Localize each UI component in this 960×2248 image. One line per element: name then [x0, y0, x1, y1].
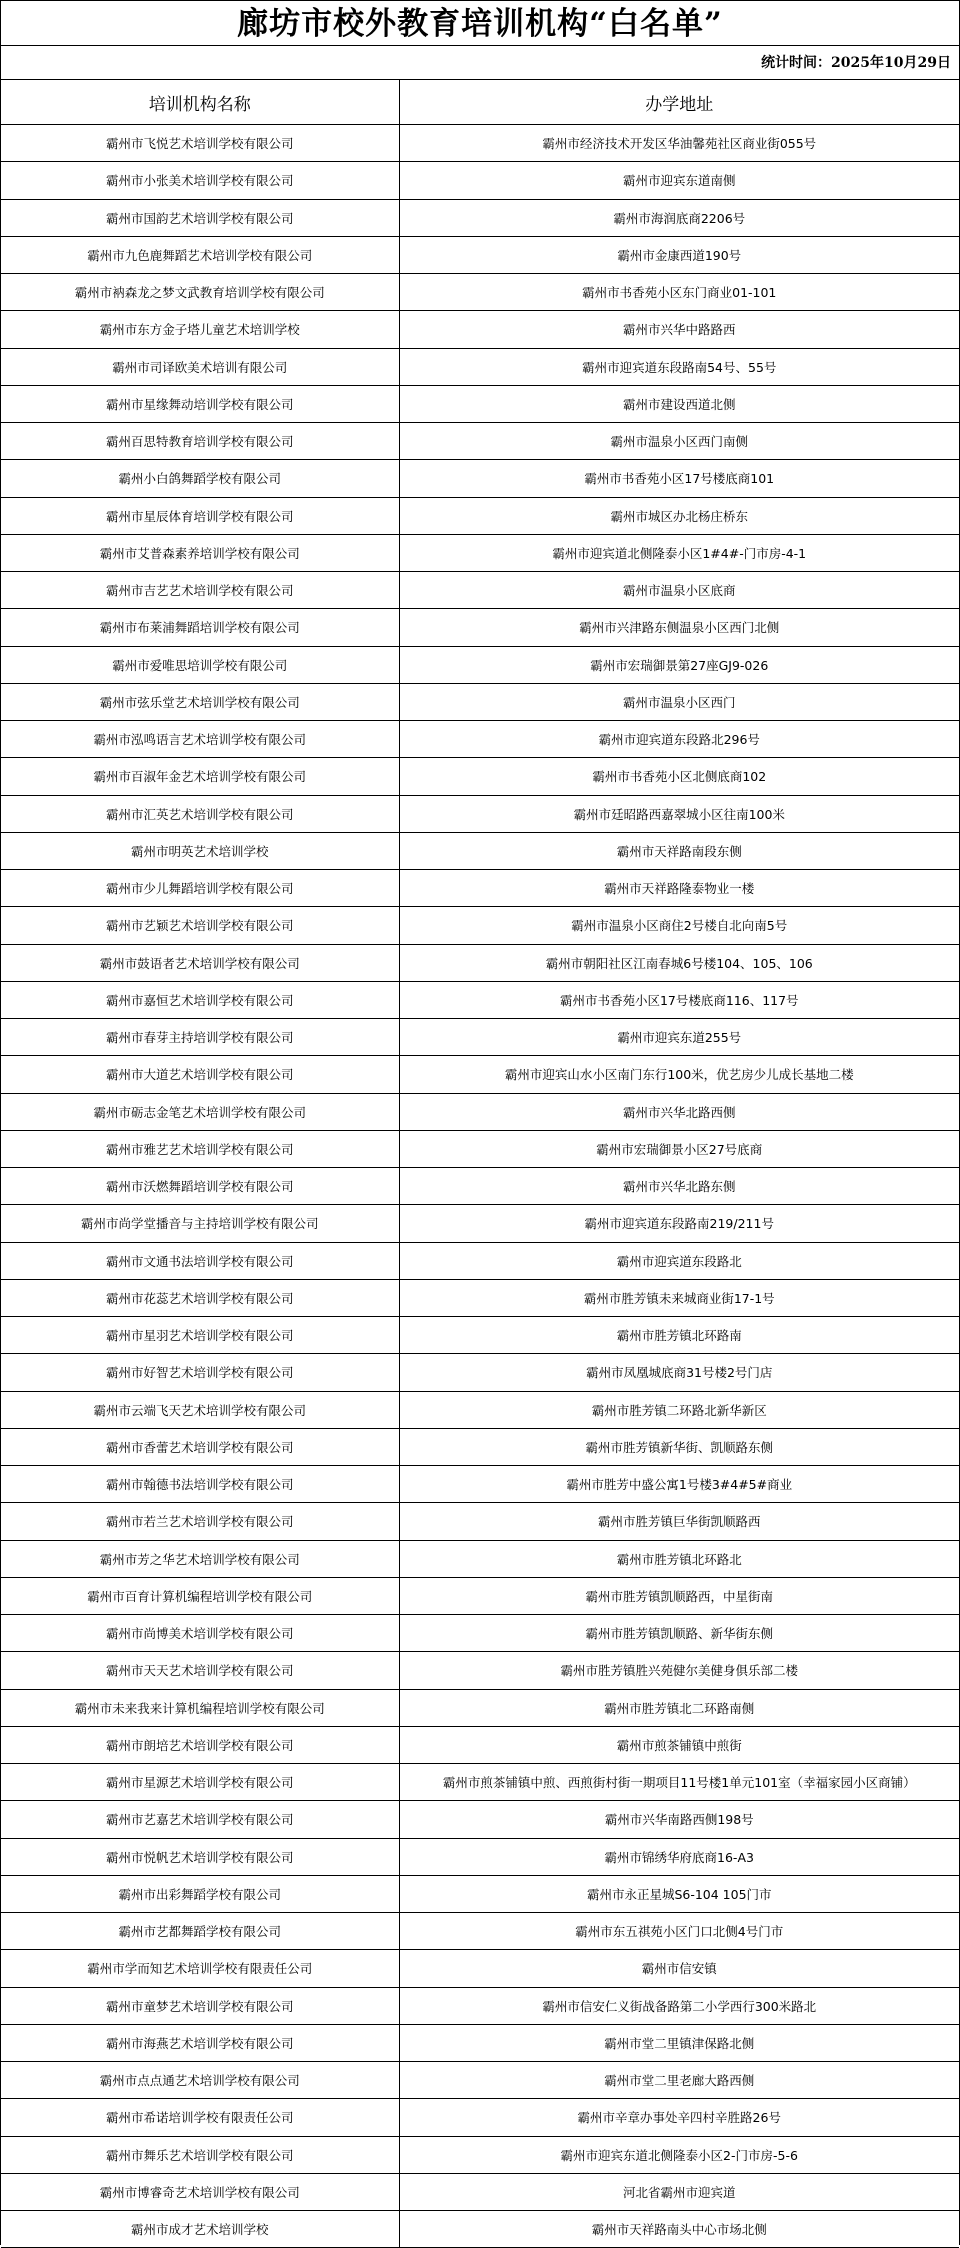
table-row	[1, 236, 959, 273]
table-header-row	[1, 80, 959, 125]
institution-name-cell: 霸州市悦帆艺术培训学校有限公司	[1, 1838, 399, 1875]
institution-name-cell: 霸州市若兰艺术培训学校有限公司	[1, 1503, 399, 1540]
address-cell: 霸州市天祥路南头中心市场北侧	[399, 2211, 959, 2248]
table-row	[1, 1019, 959, 1056]
table-row	[1, 646, 959, 683]
table-row	[1, 1056, 959, 1093]
address-cell: 河北省霸州市迎宾道	[399, 2173, 959, 2210]
table-row	[1, 497, 959, 534]
column-header-address: 办学地址	[399, 80, 959, 125]
institution-name-cell: 霸州市雅艺艺术培训学校有限公司	[1, 1130, 399, 1167]
table-row	[1, 1875, 959, 1912]
institution-name-cell: 霸州市希诺培训学校有限责任公司	[1, 2099, 399, 2136]
table-row	[1, 1428, 959, 1465]
table-row	[1, 385, 959, 422]
address-cell: 霸州市煎茶铺镇中煎街	[399, 1726, 959, 1763]
table-row	[1, 870, 959, 907]
institution-name-cell: 霸州市鼓语者艺术培训学校有限公司	[1, 944, 399, 981]
table-row	[1, 1130, 959, 1167]
table-row	[1, 683, 959, 720]
address-cell: 霸州市凤凰城底商31号楼2号门店	[399, 1354, 959, 1391]
address-cell: 霸州市兴华北路东侧	[399, 1168, 959, 1205]
institution-name-cell: 霸州市百淑年金艺术培训学校有限公司	[1, 758, 399, 795]
institution-name-cell: 霸州市东方金子塔儿童艺术培训学校	[1, 311, 399, 348]
address-cell: 霸州市迎宾道东段路北296号	[399, 721, 959, 758]
table-row	[1, 1577, 959, 1614]
address-cell: 霸州市迎宾东道北侧隆泰小区2-门市房-5-6	[399, 2136, 959, 2173]
institution-name-cell: 霸州市舞乐艺术培训学校有限公司	[1, 2136, 399, 2173]
table-row	[1, 460, 959, 497]
table-row	[1, 162, 959, 199]
table-row	[1, 1689, 959, 1726]
column-header-name: 培训机构名称	[1, 80, 399, 125]
address-cell: 霸州市天祥路隆泰物业一楼	[399, 870, 959, 907]
address-cell: 霸州市信安镇	[399, 1950, 959, 1987]
address-cell: 霸州市胜芳镇北环路南	[399, 1317, 959, 1354]
address-cell: 霸州市温泉小区西门	[399, 683, 959, 720]
address-cell: 霸州市经济技术开发区华油馨苑社区商业街055号	[399, 125, 959, 162]
address-cell: 霸州市煎茶铺镇中煎、西煎街村街一期项目11号楼1单元101室（幸福家园小区商铺）	[399, 1764, 959, 1801]
institution-name-cell: 霸州市成才艺术培训学校	[1, 2211, 399, 2248]
address-cell: 霸州市胜芳镇巨华街凯顺路西	[399, 1503, 959, 1540]
address-cell: 霸州市宏瑞御景第27座GJ9-026	[399, 646, 959, 683]
address-cell: 霸州市宏瑞御景小区27号底商	[399, 1130, 959, 1167]
address-cell: 霸州市胜芳镇二环路北新华新区	[399, 1391, 959, 1428]
institution-name-cell: 霸州市芳之华艺术培训学校有限公司	[1, 1540, 399, 1577]
table-row	[1, 1801, 959, 1838]
institution-name-cell: 霸州市嘉恒艺术培训学校有限公司	[1, 981, 399, 1018]
institution-name-cell: 霸州百思特教育培训学校有限公司	[1, 423, 399, 460]
institution-name-cell: 霸州小白鸽舞蹈学校有限公司	[1, 460, 399, 497]
address-cell: 霸州市迎宾东道南侧	[399, 162, 959, 199]
table-row	[1, 1615, 959, 1652]
address-cell: 霸州市永正星城S6-104 105门市	[399, 1875, 959, 1912]
table-row	[1, 1726, 959, 1763]
address-cell: 霸州市胜芳镇胜兴苑健尔美健身俱乐部二楼	[399, 1652, 959, 1689]
table-row	[1, 609, 959, 646]
institution-name-cell: 霸州市好智艺术培训学校有限公司	[1, 1354, 399, 1391]
institution-name-cell: 霸州市明英艺术培训学校	[1, 832, 399, 869]
address-cell: 霸州市东五祺苑小区门口北侧4号门市	[399, 1913, 959, 1950]
table-row	[1, 1540, 959, 1577]
address-cell: 霸州市信安仁义街战备路第二小学西行300米路北	[399, 1987, 959, 2024]
table-row	[1, 1242, 959, 1279]
institution-name-cell: 霸州市沃燃舞蹈培训学校有限公司	[1, 1168, 399, 1205]
institution-name-cell: 霸州市香蕾艺术培训学校有限公司	[1, 1428, 399, 1465]
table-row	[1, 1950, 959, 1987]
address-cell: 霸州市兴华北路西侧	[399, 1093, 959, 1130]
institution-name-cell: 霸州市国韵艺术培训学校有限公司	[1, 199, 399, 236]
institution-name-cell: 霸州市百育计算机编程培训学校有限公司	[1, 1577, 399, 1614]
institution-name-cell: 霸州市翰德书法培训学校有限公司	[1, 1466, 399, 1503]
address-cell: 霸州市建设西道北侧	[399, 385, 959, 422]
address-cell: 霸州市温泉小区底商	[399, 572, 959, 609]
address-cell: 霸州市书香苑小区17号楼底商116、117号	[399, 981, 959, 1018]
institution-name-cell: 霸州市学而知艺术培训学校有限责任公司	[1, 1950, 399, 1987]
institution-name-cell: 霸州市艾普森素养培训学校有限公司	[1, 534, 399, 571]
institution-name-cell: 霸州市云端飞天艺术培训学校有限公司	[1, 1391, 399, 1428]
address-cell: 霸州市朝阳社区江南春城6号楼104、105、106	[399, 944, 959, 981]
table-row	[1, 721, 959, 758]
table-row	[1, 981, 959, 1018]
institution-name-cell: 霸州市花蕊艺术培训学校有限公司	[1, 1279, 399, 1316]
address-cell: 霸州市迎宾道东段路南54号、55号	[399, 348, 959, 385]
institution-name-cell: 霸州市弦乐堂艺术培训学校有限公司	[1, 683, 399, 720]
table-row	[1, 1391, 959, 1428]
institution-name-cell: 霸州市博睿奇艺术培训学校有限公司	[1, 2173, 399, 2210]
table-row	[1, 832, 959, 869]
address-cell: 霸州市胜芳中盛公寓1号楼3#4#5#商业	[399, 1466, 959, 1503]
stat-time: 统计时间：2025年10月29日	[1, 46, 959, 80]
address-cell: 霸州市胜芳镇新华街、凯顺路东侧	[399, 1428, 959, 1465]
address-cell: 霸州市天祥路南段东侧	[399, 832, 959, 869]
institution-name-cell: 霸州市点点通艺术培训学校有限公司	[1, 2062, 399, 2099]
address-cell: 霸州市温泉小区西门南侧	[399, 423, 959, 460]
institution-name-cell: 霸州市艺嘉艺术培训学校有限公司	[1, 1801, 399, 1838]
table-row	[1, 199, 959, 236]
institution-name-cell: 霸州市出彩舞蹈学校有限公司	[1, 1875, 399, 1912]
institution-name-cell: 霸州市文通书法培训学校有限公司	[1, 1242, 399, 1279]
institution-name-cell: 霸州市汇英艺术培训学校有限公司	[1, 795, 399, 832]
address-cell: 霸州市温泉小区商住2号楼自北向南5号	[399, 907, 959, 944]
table-row	[1, 1317, 959, 1354]
table-row	[1, 2062, 959, 2099]
table-row	[1, 311, 959, 348]
table-row	[1, 1093, 959, 1130]
address-cell: 霸州市胜芳镇凯顺路西，中星街南	[399, 1577, 959, 1614]
table-row	[1, 758, 959, 795]
address-cell: 霸州市迎宾道东段路北	[399, 1242, 959, 1279]
table-row	[1, 348, 959, 385]
address-cell: 霸州市胜芳镇北二环路南侧	[399, 1689, 959, 1726]
institution-name-cell: 霸州市吉艺艺术培训学校有限公司	[1, 572, 399, 609]
table-row	[1, 1354, 959, 1391]
institution-name-cell: 霸州市司译欧美术培训有限公司	[1, 348, 399, 385]
address-cell: 霸州市城区办北杨庄桥东	[399, 497, 959, 534]
address-cell: 霸州市书香苑小区17号楼底商101	[399, 460, 959, 497]
institution-name-cell: 霸州市九色鹿舞蹈艺术培训学校有限公司	[1, 236, 399, 273]
table-row	[1, 2136, 959, 2173]
institution-name-cell: 霸州市天天艺术培训学校有限公司	[1, 1652, 399, 1689]
table-row	[1, 944, 959, 981]
institution-name-cell: 霸州市尚学堂播音与主持培训学校有限公司	[1, 1205, 399, 1242]
table-row	[1, 274, 959, 311]
institution-name-cell: 霸州市星辰体育培训学校有限公司	[1, 497, 399, 534]
table-row	[1, 907, 959, 944]
institution-name-cell: 霸州市小张美术培训学校有限公司	[1, 162, 399, 199]
institution-name-cell: 霸州市大道艺术培训学校有限公司	[1, 1056, 399, 1093]
address-cell: 霸州市廷昭路西嘉翠城小区往南100米	[399, 795, 959, 832]
address-cell: 霸州市书香苑小区东门商业01-101	[399, 274, 959, 311]
table-row	[1, 423, 959, 460]
address-cell: 霸州市迎宾道北侧隆泰小区1#4#-门市房-4-1	[399, 534, 959, 571]
page-title: 廊坊市校外教育培训机构“白名单”	[1, 0, 959, 46]
institution-name-cell: 霸州市飞悦艺术培训学校有限公司	[1, 125, 399, 162]
institution-name-cell: 霸州市星羽艺术培训学校有限公司	[1, 1317, 399, 1354]
table-row	[1, 2024, 959, 2061]
address-cell: 霸州市胜芳镇北环路北	[399, 1540, 959, 1577]
address-cell: 霸州市海润底商2206号	[399, 199, 959, 236]
address-cell: 霸州市胜芳镇未来城商业街17-1号	[399, 1279, 959, 1316]
whitelist-table	[1, 80, 959, 2248]
table-row	[1, 1168, 959, 1205]
table-body	[1, 125, 959, 2248]
address-cell: 霸州市胜芳镇凯顺路、新华街东侧	[399, 1615, 959, 1652]
table-row	[1, 125, 959, 162]
institution-name-cell: 霸州市星源艺术培训学校有限公司	[1, 1764, 399, 1801]
address-cell: 霸州市迎宾山水小区南门东行100米，优艺房少儿成长基地二楼	[399, 1056, 959, 1093]
institution-name-cell: 霸州市艺都舞蹈学校有限公司	[1, 1913, 399, 1950]
address-cell: 霸州市辛章办事处辛四村辛胜路26号	[399, 2099, 959, 2136]
table-row	[1, 795, 959, 832]
table-row	[1, 1279, 959, 1316]
institution-name-cell: 霸州市衲森龙之梦文武教育培训学校有限公司	[1, 274, 399, 311]
institution-name-cell: 霸州市泓鸣语言艺术培训学校有限公司	[1, 721, 399, 758]
table-row	[1, 1503, 959, 1540]
table-row	[1, 1652, 959, 1689]
institution-name-cell: 霸州市春芽主持培训学校有限公司	[1, 1019, 399, 1056]
address-cell: 霸州市书香苑小区北侧底商102	[399, 758, 959, 795]
institution-name-cell: 霸州市布莱浦舞蹈培训学校有限公司	[1, 609, 399, 646]
institution-name-cell: 霸州市砺志金笔艺术培训学校有限公司	[1, 1093, 399, 1130]
table-row	[1, 1205, 959, 1242]
table-row	[1, 1466, 959, 1503]
address-cell: 霸州市堂二里老廊大路西侧	[399, 2062, 959, 2099]
institution-name-cell: 霸州市星缘舞动培训学校有限公司	[1, 385, 399, 422]
institution-name-cell: 霸州市童梦艺术培训学校有限公司	[1, 1987, 399, 2024]
table-row	[1, 2211, 959, 2248]
address-cell: 霸州市兴华南路西侧198号	[399, 1801, 959, 1838]
institution-name-cell: 霸州市海燕艺术培训学校有限公司	[1, 2024, 399, 2061]
address-cell: 霸州市迎宾东道255号	[399, 1019, 959, 1056]
address-cell: 霸州市锦绣华府底商16-A3	[399, 1838, 959, 1875]
address-cell: 霸州市兴津路东侧温泉小区西门北侧	[399, 609, 959, 646]
table-row	[1, 1764, 959, 1801]
table-row	[1, 1838, 959, 1875]
table-row	[1, 534, 959, 571]
institution-name-cell: 霸州市尚博美术培训学校有限公司	[1, 1615, 399, 1652]
table-row	[1, 1913, 959, 1950]
table-row	[1, 2099, 959, 2136]
institution-name-cell: 霸州市未来我来计算机编程培训学校有限公司	[1, 1689, 399, 1726]
address-cell: 霸州市兴华中路路西	[399, 311, 959, 348]
table-row	[1, 1987, 959, 2024]
address-cell: 霸州市堂二里镇津保路北侧	[399, 2024, 959, 2061]
institution-name-cell: 霸州市爱唯思培训学校有限公司	[1, 646, 399, 683]
table-row	[1, 572, 959, 609]
table-row	[1, 2173, 959, 2210]
institution-name-cell: 霸州市少儿舞蹈培训学校有限公司	[1, 870, 399, 907]
institution-name-cell: 霸州市朗培艺术培训学校有限公司	[1, 1726, 399, 1763]
institution-name-cell: 霸州市艺颖艺术培训学校有限公司	[1, 907, 399, 944]
address-cell: 霸州市金康西道190号	[399, 236, 959, 273]
address-cell: 霸州市迎宾道东段路南219/211号	[399, 1205, 959, 1242]
